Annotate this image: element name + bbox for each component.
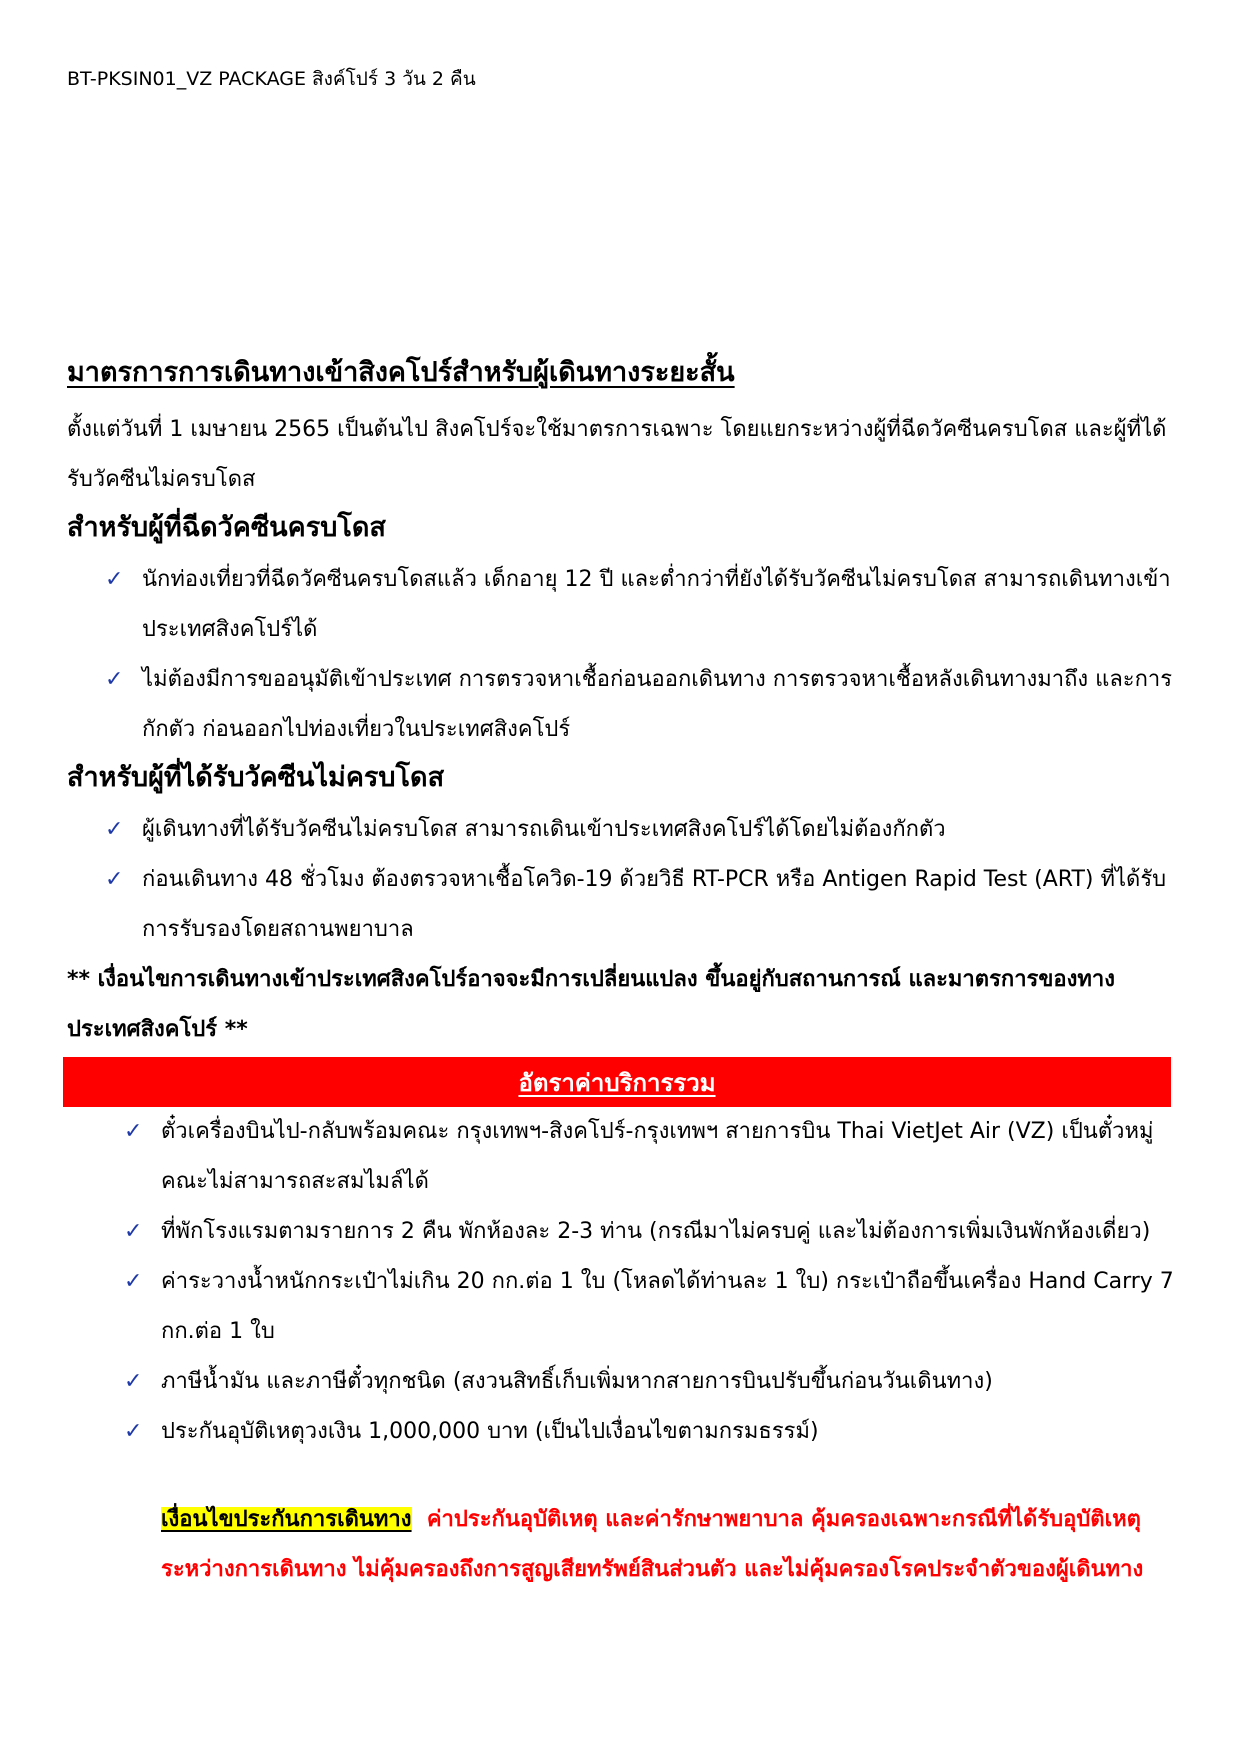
vaccinated-heading: สำหรับผู้ที่ฉีดวัคซีนครบโดส (67, 512, 386, 543)
list-item (124, 1107, 1176, 1207)
included-services-title: อัตราค่าบริการรวม (518, 1068, 716, 1097)
measures-intro: ตั้งแต่วันที่ 1 เมษายน 2565 เป็นต้นไป สิงคโปร์จะใช้มาตรการเฉพาะ โดยแยกระหว่างผู้ที่ฉีดวัคซีนครบโดส และผู้ที่ได้รับวัคซีนไม่ครบโดส (67, 417, 1167, 492)
list-item (105, 805, 1175, 855)
check-icon: ✓ (124, 1119, 143, 1144)
list-item (124, 1207, 1176, 1257)
check-icon: ✓ (124, 1269, 143, 1294)
list-item (105, 555, 1175, 655)
list-item-text: ก่อนเดินทาง 48 ชั่วโมง ต้องตรวจหาเชื้อโควิด-19 ด้วยวิธี RT-PCR หรือ Antigen Rapid Test (ART) ที่ได้รับการรับรองโดยสถานพยาบาล (142, 867, 1167, 942)
check-icon: ✓ (105, 567, 124, 592)
list-item (124, 1257, 1176, 1357)
list-item-text: นักท่องเที่ยวที่ฉีดวัคซีนครบโดสแล้ว เด็กอายุ 12 ปี และต่ำกว่าที่ยังได้รับวัคซีนไม่ครบโดส สามารถเดินทางเข้าประเทศสิงคโปร์ได้ (142, 567, 1171, 642)
measures-title: มาตรการการเดินทางเข้าสิงคโปร์สำหรับผู้เดินทางระยะสั้น (67, 357, 735, 388)
vaccinated-list (105, 555, 1175, 755)
list-item-text: ไม่ต้องมีการขออนุมัติเข้าประเทศ การตรวจหาเชื้อก่อนออกเดินทาง การตรวจหาเชื้อหลังเดินทางมาถึง และการกักตัว ก่อนออกไปท่องเที่ยวในประเทศสิงคโปร์ (142, 667, 1173, 742)
not-vaccinated-list (105, 805, 1175, 955)
conditions-note: ** เงื่อนไขการเดินทางเข้าประเทศสิงคโปร์อาจจะมีการเปลี่ยนแปลง ขึ้นอยู่กับสถานการณ์ และมาตรการของทางประเทศสิงคโปร์ ** (67, 967, 1115, 1042)
not-vaccinated-heading: สำหรับผู้ที่ได้รับวัคซีนไม่ครบโดส (67, 762, 445, 793)
list-item-text: ตั๋วเครื่องบินไป-กลับพร้อมคณะ กรุงเทพฯ-สิงคโปร์-กรุงเทพฯ สายการบิน Thai VietJet Air (VZ) เป็นตั๋วหมู่คณะไม่สามารถสะสมไมล์ได้ (161, 1119, 1154, 1194)
check-icon: ✓ (105, 867, 124, 892)
included-services-bar (63, 1057, 1171, 1107)
list-item-text: ค่าระวางน้ำหนักกระเป๋าไม่เกิน 20 กก.ต่อ 1 ใบ (โหลดได้ท่านละ 1 ใบ) กระเป๋าถือขึ้นเครื่อง Hand Carry 7 กก.ต่อ 1 ใบ (161, 1269, 1174, 1344)
insurance-conditions (161, 1495, 1176, 1595)
list-item (105, 655, 1175, 755)
check-icon: ✓ (105, 817, 124, 842)
check-icon: ✓ (124, 1369, 143, 1394)
list-item (124, 1357, 1176, 1407)
list-item-text: ที่พักโรงแรมตามรายการ 2 คืน พักห้องละ 2-3 ท่าน (กรณีมาไม่ครบคู่ และไม่ต้องการเพิ่มเงินพักห้องเดี่ยว) (161, 1219, 1151, 1244)
insurance-conditions-text: ค่าประกันอุบัติเหตุ และค่ารักษาพยาบาล คุ้มครองเฉพาะกรณีที่ได้รับอุบัติเหตุระหว่างการเดินทาง ไม่คุ้มครองถึงการสูญเสียทรัพย์สินส่วนตัว และไม่คุ้มครองโรคประจำตัวของผู้เดินทาง (161, 1507, 1144, 1582)
list-item-text: ผู้เดินทางที่ได้รับวัคซีนไม่ครบโดส สามารถเดินเข้าประเทศสิงคโปร์ได้โดยไม่ต้องกักตัว (142, 817, 946, 842)
included-services-list (124, 1107, 1176, 1457)
check-icon: ✓ (124, 1419, 143, 1444)
check-icon: ✓ (105, 667, 124, 692)
list-item-text: ประกันอุบัติเหตุวงเงิน 1,000,000 บาท (เป็นไปเงื่อนไขตามกรมธรรม์) (161, 1419, 819, 1444)
document-code: BT-PKSIN01_VZ PACKAGE สิงค์โปร์ 3 วัน 2 คืน (67, 68, 476, 90)
list-item (124, 1407, 1176, 1457)
insurance-conditions-label: เงื่อนไขประกันการเดินทาง (161, 1507, 412, 1532)
list-item-text: ภาษีน้ำมัน และภาษีตั๋วทุกชนิด (สงวนสิทธิ์เก็บเพิ่มหากสายการบินปรับขึ้นก่อนวันเดินทาง) (161, 1369, 993, 1394)
list-item (105, 855, 1175, 955)
check-icon: ✓ (124, 1219, 143, 1244)
